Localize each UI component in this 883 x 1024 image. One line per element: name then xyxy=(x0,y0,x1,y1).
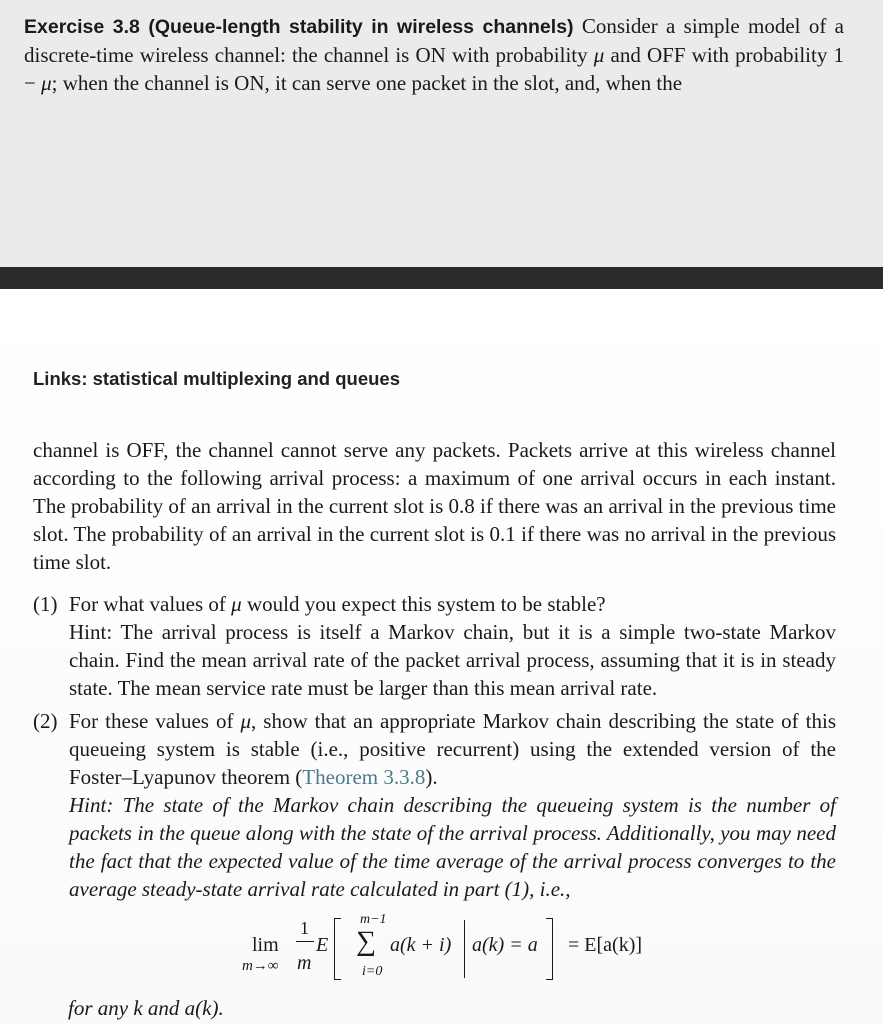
formula-sum-top: m−1 xyxy=(360,912,387,927)
question-1-hint: Hint: The arrival process is itself a Markov chain, but it is a simple two-state Markov chain. Find the mean arrival rate of the packet arrival process, assuming that it is in steady state. The mean service rate must be larger than this mean arrival rate. xyxy=(69,620,836,700)
question-2: (2) For these values of μ, show that an appropriate Markov chain describing the state of this queueing system is stable (i.e., positive recurrent) using the extended version of the Foster–Lyapunov theorem (Theorem 3.3.8). Hint: The state of the Markov chain describing the queueing system is the number of packets in the queue along with the state of the arrival process. Additionally, you may need the fact that the expected value of the time average of the arrival process converges to the average steady-state arrival rate calculated in part (1), i.e., xyxy=(33,709,836,901)
question-2-hint: Hint: The state of the Markov chain describing the queueing system is the number of packets in the queue along with the state of the arrival process. Additionally, you may need the fact that the expected value of the time average of the arrival process converges to the average steady-state arrival rate calculated in part (1), i.e., xyxy=(69,793,836,901)
formula-rhs: = E[a(k)] xyxy=(568,934,643,956)
left-bracket xyxy=(334,918,341,980)
right-bracket xyxy=(546,918,553,980)
limit-formula xyxy=(242,912,672,992)
formula-lim-sub: m→∞ xyxy=(242,958,279,974)
page-divider xyxy=(0,267,883,289)
formula-expect: E xyxy=(316,934,329,956)
condition-bar xyxy=(464,920,465,978)
formula-condition: a(k) = a xyxy=(472,934,538,956)
exercise-intro-text: Exercise 3.8 (Queue-length stability in wireless channels) Consider a simple model of a discrete-time wireless channel: the channel is ON with probability μ and OFF with probability 1 − μ; when the channel is ON, it can serve one packet in the slot, and, when the xyxy=(24,14,844,95)
continuation-paragraph: channel is OFF, the channel cannot serve any packets. Packets arrive at this wireless channel according to the following arrival process: a maximum of one arrival occurs in each instant. The probability of an arrival in the current slot is 0.8 if there was an arrival in the previous time slot. The probability of an arrival in the current slot is 0.1 if there was no arrival in the previous time slot. xyxy=(33,438,836,574)
formula-summand: a(k + i) xyxy=(390,934,452,956)
running-header: Links: statistical multiplexing and queues xyxy=(33,368,400,389)
closing-line: for any k and a(k). xyxy=(68,996,224,1020)
formula-frac-num: 1 xyxy=(300,918,309,938)
question-1: (1) For what values of μ would you expect this system to be stable? Hint: The arrival process is itself a Markov chain, but it is a simple two-state Markov chain. Find the mean arrival rate of the packet arrival process, assuming that it is in steady state. The mean service rate must be larger than this mean arrival rate. xyxy=(33,592,836,700)
formula-frac-den: m xyxy=(297,952,312,974)
formula-sum: ∑ xyxy=(356,926,376,957)
question-1-number: (1) xyxy=(33,592,58,616)
theorem-link[interactable]: Theorem 3.3.8 xyxy=(302,765,426,789)
exercise-title: Exercise 3.8 (Queue-length stability in wireless channels) xyxy=(24,16,574,38)
formula-sum-bottom: i=0 xyxy=(362,964,383,979)
formula-lim: lim xyxy=(252,934,279,956)
top-page-fragment xyxy=(0,0,883,267)
question-2-number: (2) xyxy=(33,709,58,733)
